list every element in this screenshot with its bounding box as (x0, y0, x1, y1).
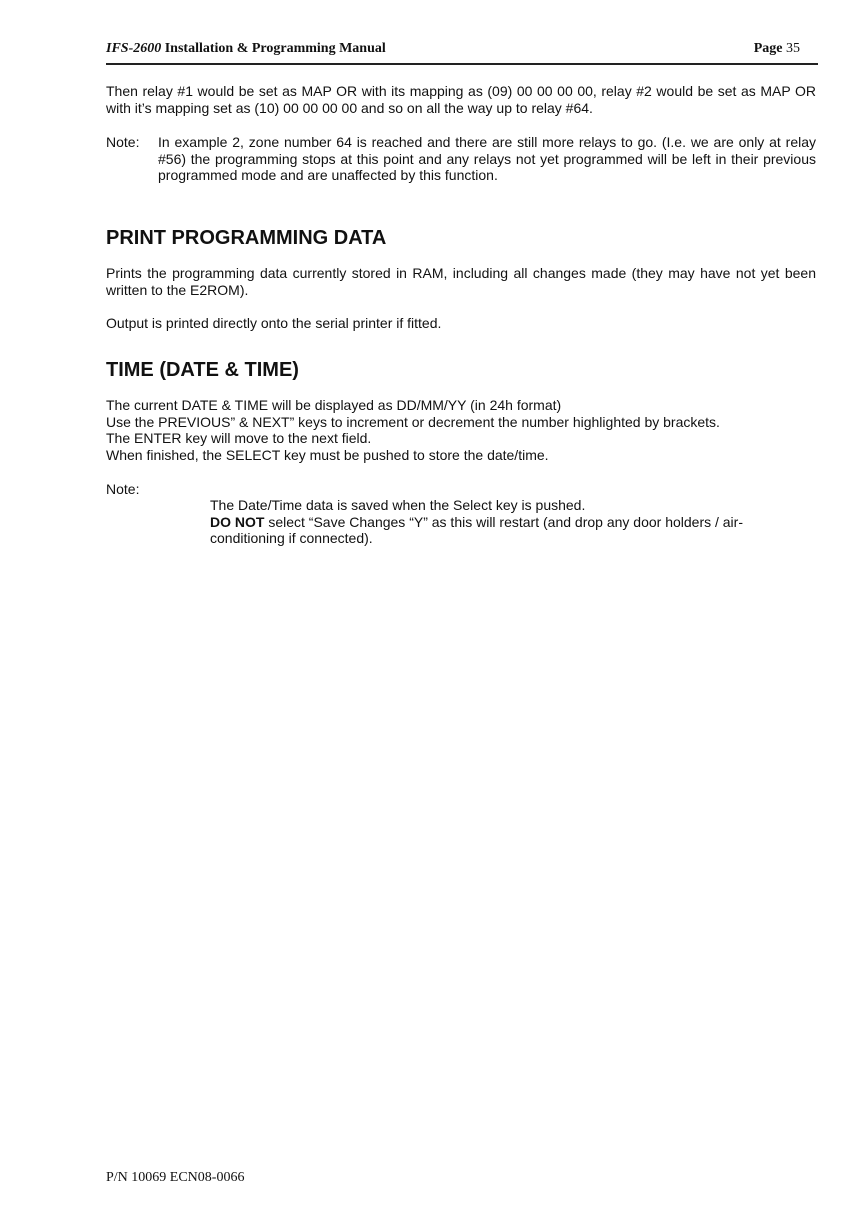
page-footer: P/N 10069 ECN08-0066 (106, 1170, 245, 1185)
time-note-body (210, 497, 770, 547)
time-line-4: When finished, the SELECT key must be pushed to store the date/time. (106, 447, 549, 463)
time-heading: TIME (DATE & TIME) (106, 359, 299, 381)
time-line-3: The ENTER key will move to the next field. (106, 430, 372, 446)
print-programming-heading: PRINT PROGRAMMING DATA (106, 227, 387, 249)
do-not-emphasis: DO NOT (210, 513, 265, 530)
page-header (106, 41, 818, 65)
page-label: Page (753, 41, 783, 56)
time-note-label: Note: (106, 481, 140, 497)
time-note-line-2-rest: select “Save Changes “Y” as this will restart (and drop any door holders / air-conditioning if connected). (210, 513, 743, 547)
print-paragraph-2: Output is printed directly onto the serial printer if fitted. (106, 315, 442, 331)
intro-paragraph: Then relay #1 would be set as MAP OR with its mapping as (09) 00 00 00 00, relay #2 would be set as MAP OR with it’s mapping set as (10) 00 00 00 00 and so on all the way up to relay #64. (106, 83, 816, 116)
page-number: 35 (786, 41, 800, 56)
time-note-line-2 (210, 514, 770, 547)
print-paragraph-1: Prints the programming data currently stored in RAM, including all changes made (they may have not yet been written to the E2ROM). (106, 265, 816, 298)
doc-code: IFS-2600 (106, 41, 162, 56)
doc-title: Installation & Programming Manual (164, 41, 386, 56)
intro-note-text: In example 2, zone number 64 is reached and there are still more relays to go. (I.e. we are only at relay #56) the programming stops at this point and any relays not yet programmed will be left in their previous programmed mode and are unaffected by this function. (158, 134, 816, 184)
time-note-line-1: The Date/Time data is saved when the Select key is pushed. (210, 497, 586, 513)
time-line-1: The current DATE & TIME will be displayed as DD/MM/YY (in 24h format) (106, 397, 562, 413)
header-title (106, 41, 386, 57)
intro-note-label: Note: (106, 134, 140, 150)
time-line-2: Use the PREVIOUS” & NEXT” keys to increment or decrement the number highlighted by brackets. (106, 414, 720, 430)
page-indicator (754, 41, 800, 57)
